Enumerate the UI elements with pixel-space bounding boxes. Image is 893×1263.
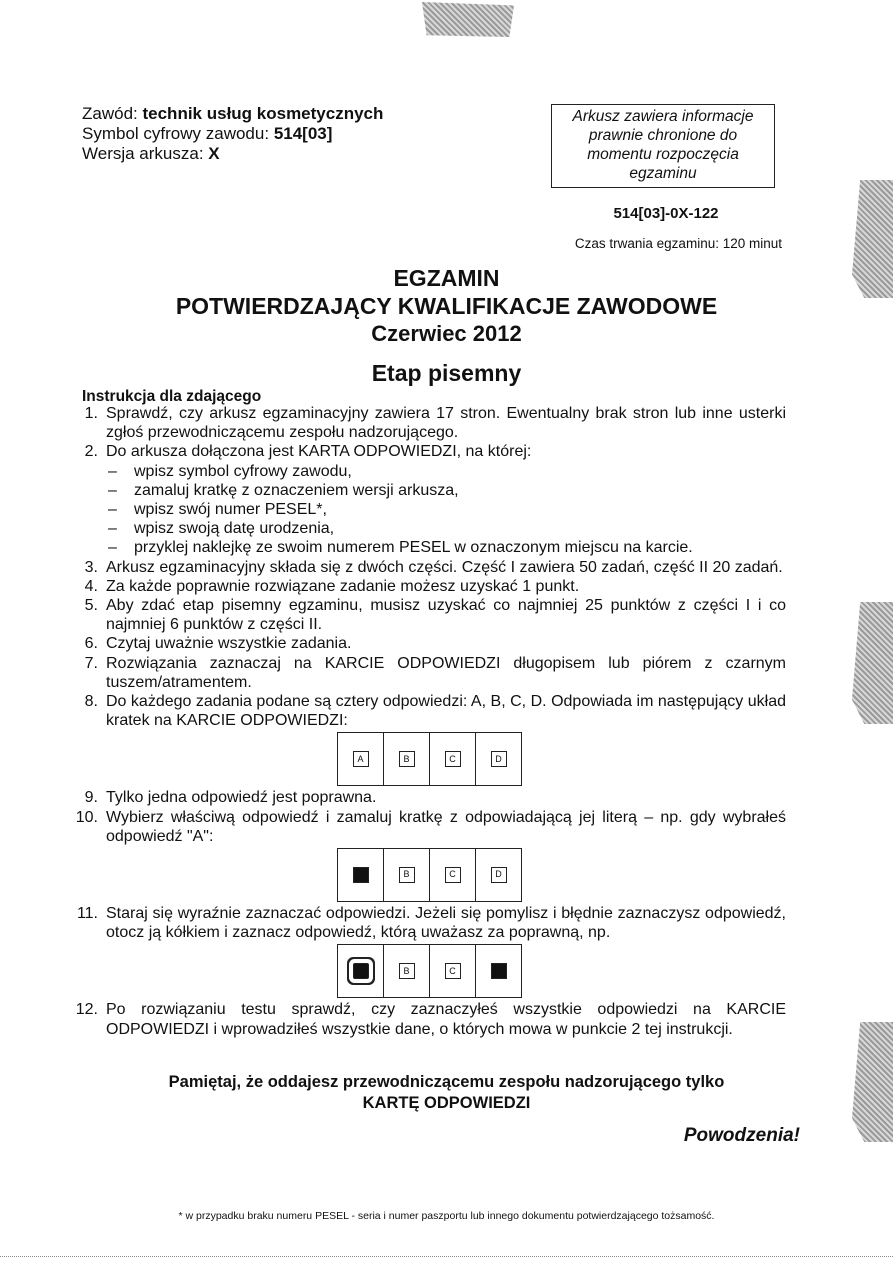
version-line — [82, 144, 383, 164]
instruction-subitem — [74, 500, 786, 519]
instruction-number: 3. — [84, 558, 98, 576]
exam-duration: Czas trwania egzaminu: 120 minut — [574, 236, 782, 251]
info-line: egzaminu — [629, 165, 697, 182]
instruction-text: Po rozwiązaniu testu sprawdź, czy zaznaczyłeś wszystkie odpowiedzi na KARCIE ODPOWIEDZI i wprowadziłeś wszystkie dane, o których mowa w punkcie 2 tej instrukcji. — [106, 1001, 786, 1038]
profession-line — [82, 104, 383, 124]
symbol-label: Symbol cyfrowy zawodu: — [82, 124, 270, 143]
title-qualification: POTWIERDZAJĄCY KWALIFIKACJE ZAWODOWE — [175, 293, 718, 319]
instructions-heading: Instrukcja dla zdającego — [82, 388, 262, 405]
answer-cell-a — [337, 732, 384, 786]
instruction-number: 11. — [76, 905, 98, 923]
zamin-stamp-top — [422, 2, 514, 37]
symbol-value: 514[03] — [273, 124, 333, 143]
instruction-item — [74, 1000, 786, 1038]
title-date: Czerwiec 2012 — [371, 321, 522, 346]
instruction-number: 6. — [84, 635, 98, 653]
instruction-number: 5. — [84, 597, 98, 615]
closing-line: Pamiętaj, że oddajesz przewodniczącemu zespołu nadzorującego tylko — [168, 1073, 725, 1091]
subitem-text: wpisz symbol cyfrowy zawodu, — [134, 462, 352, 480]
instruction-item — [74, 788, 786, 807]
instruction-subitem — [74, 462, 786, 481]
answer-grid-empty — [74, 732, 786, 786]
instruction-item — [74, 692, 786, 730]
answer-box-a-circled: A — [353, 963, 369, 979]
answer-cell-c — [429, 944, 476, 998]
answer-cell-d — [475, 732, 522, 786]
instruction-number: 12. — [75, 1001, 98, 1019]
subitem-text: wpisz swoją datę urodzenia, — [134, 520, 335, 538]
answer-box-b: B — [399, 963, 415, 979]
answer-box-a: A — [353, 751, 369, 767]
instruction-text: Wybierz właściwą odpowiedź i zamaluj kratkę z odpowiadającą jej literą – np. gdy wybrałeś odpowiedź "A": — [106, 808, 786, 845]
instruction-number: 7. — [84, 654, 98, 672]
subitem-text: przyklej naklejkę ze swoim numerem PESEL w oznaczonym miejscu na karcie. — [134, 539, 693, 557]
zamin-stamp-right-2 — [852, 602, 893, 724]
answer-box-d-filled: D — [491, 963, 507, 979]
answer-cell-c — [429, 848, 476, 902]
info-line: prawnie chronione do — [588, 127, 738, 144]
dash: – — [108, 462, 117, 480]
instruction-subitem — [74, 538, 786, 557]
answer-box-b: B — [399, 751, 415, 767]
instruction-number: 1. — [84, 405, 98, 422]
instruction-item — [74, 808, 786, 846]
answer-box-c: C — [445, 867, 461, 883]
dash: – — [108, 501, 117, 519]
exam-metadata — [82, 104, 383, 164]
version-value: X — [208, 144, 220, 163]
instruction-item — [74, 596, 786, 634]
title-exam: EGZAMIN — [393, 265, 500, 291]
good-luck: Powodzenia! — [683, 1125, 800, 1146]
instruction-item — [74, 577, 786, 596]
answer-cell-b — [383, 732, 430, 786]
profession-label: Zawód: — [82, 104, 138, 123]
instruction-text: Za każde poprawnie rozwiązane zadanie możesz uzyskać 1 punkt. — [106, 577, 580, 595]
answer-cell-c — [429, 732, 476, 786]
subitem-text: zamaluj kratkę z oznaczeniem wersji arkusza, — [134, 481, 459, 499]
answer-cell-d — [475, 944, 522, 998]
instruction-item — [74, 634, 786, 653]
instruction-number: 2. — [84, 443, 98, 461]
protected-info-box — [551, 104, 775, 188]
dash: – — [108, 520, 117, 538]
instruction-number: 8. — [84, 693, 98, 711]
instruction-text: Rozwiązania zaznaczaj na KARCIE ODPOWIEDZI długopisem lub piórem z czarnym tuszem/atramentem. — [106, 654, 786, 691]
instruction-number: 4. — [84, 577, 98, 595]
exam-code: 514[03]-0X-122 — [613, 205, 719, 222]
instruction-subitem — [74, 519, 786, 538]
instruction-number: 9. — [84, 789, 98, 807]
instruction-item — [74, 904, 786, 942]
info-line: Arkusz zawiera informacje — [572, 108, 754, 125]
answer-box-b: B — [399, 867, 415, 883]
instruction-text: Sprawdź, czy arkusz egzaminacyjny zawiera 17 stron. Ewentualny brak stron lub inne usterki zgłoś przewodniczącemu zespołu nadzorującego. — [106, 405, 786, 442]
instruction-text: Aby zdać etap pisemny egzaminu, musisz uzyskać co najmniej 25 punktów z części I i co najmniej 6 punktów z części II. — [106, 597, 786, 634]
title-stage: Etap pisemny — [371, 360, 522, 386]
answer-box-d: D — [491, 867, 507, 883]
instruction-text: Tylko jedna odpowiedź jest poprawna. — [106, 789, 377, 807]
answer-grid-corrected — [74, 944, 786, 998]
page-bottom-divider — [0, 1256, 893, 1258]
version-label: Wersja arkusza: — [82, 144, 204, 163]
instruction-item — [74, 558, 786, 577]
footnote: * w przypadku braku numeru PESEL - seria i numer paszportu lub innego dokumentu potwierdzającego tożsamość. — [178, 1210, 715, 1222]
instruction-item — [74, 442, 786, 461]
answer-cell-d — [475, 848, 522, 902]
instruction-text: Czytaj uważnie wszystkie zadania. — [106, 635, 352, 653]
instruction-text: Staraj się wyraźnie zaznaczać odpowiedzi. Jeżeli się pomylisz i błędnie zaznaczysz odpowiedź, otocz ją kółkiem i zaznacz odpowiedź, którą uważasz za poprawną, np. — [106, 905, 786, 942]
answer-box-a-filled: A — [353, 867, 369, 883]
profession-value: technik usług kosmetycznych — [142, 104, 384, 123]
answer-cell-b — [383, 848, 430, 902]
dash: – — [108, 481, 117, 499]
closing-reminder — [0, 1072, 893, 1114]
instruction-item — [74, 404, 786, 442]
answer-cell-a — [337, 848, 384, 902]
answer-box-c: C — [445, 963, 461, 979]
instruction-text: Do arkusza dołączona jest KARTA ODPOWIEDZI, na której: — [106, 443, 532, 461]
instruction-subitem — [74, 481, 786, 500]
subitem-text: wpisz swój numer PESEL*, — [134, 501, 327, 519]
dash: – — [108, 539, 117, 557]
symbol-line — [82, 124, 383, 144]
closing-line: KARTĘ ODPOWIEDZI — [362, 1094, 531, 1112]
info-line: momentu rozpoczęcia — [587, 146, 739, 163]
instructions-list — [74, 404, 786, 1039]
answer-cell-b — [383, 944, 430, 998]
answer-grid-marked-a — [74, 848, 786, 902]
instruction-item — [74, 654, 786, 692]
answer-cell-a — [337, 944, 384, 998]
instruction-text: Do każdego zadania podane są cztery odpowiedzi: A, B, C, D. Odpowiada im następujący układ kratek na KARCIE ODPOWIEDZI: — [106, 693, 786, 730]
answer-box-d: D — [491, 751, 507, 767]
answer-box-c: C — [445, 751, 461, 767]
instruction-text: Arkusz egzaminacyjny składa się z dwóch części. Część I zawiera 50 zadań, część II 20 zadań. — [106, 558, 783, 576]
instruction-number: 10. — [75, 808, 98, 826]
